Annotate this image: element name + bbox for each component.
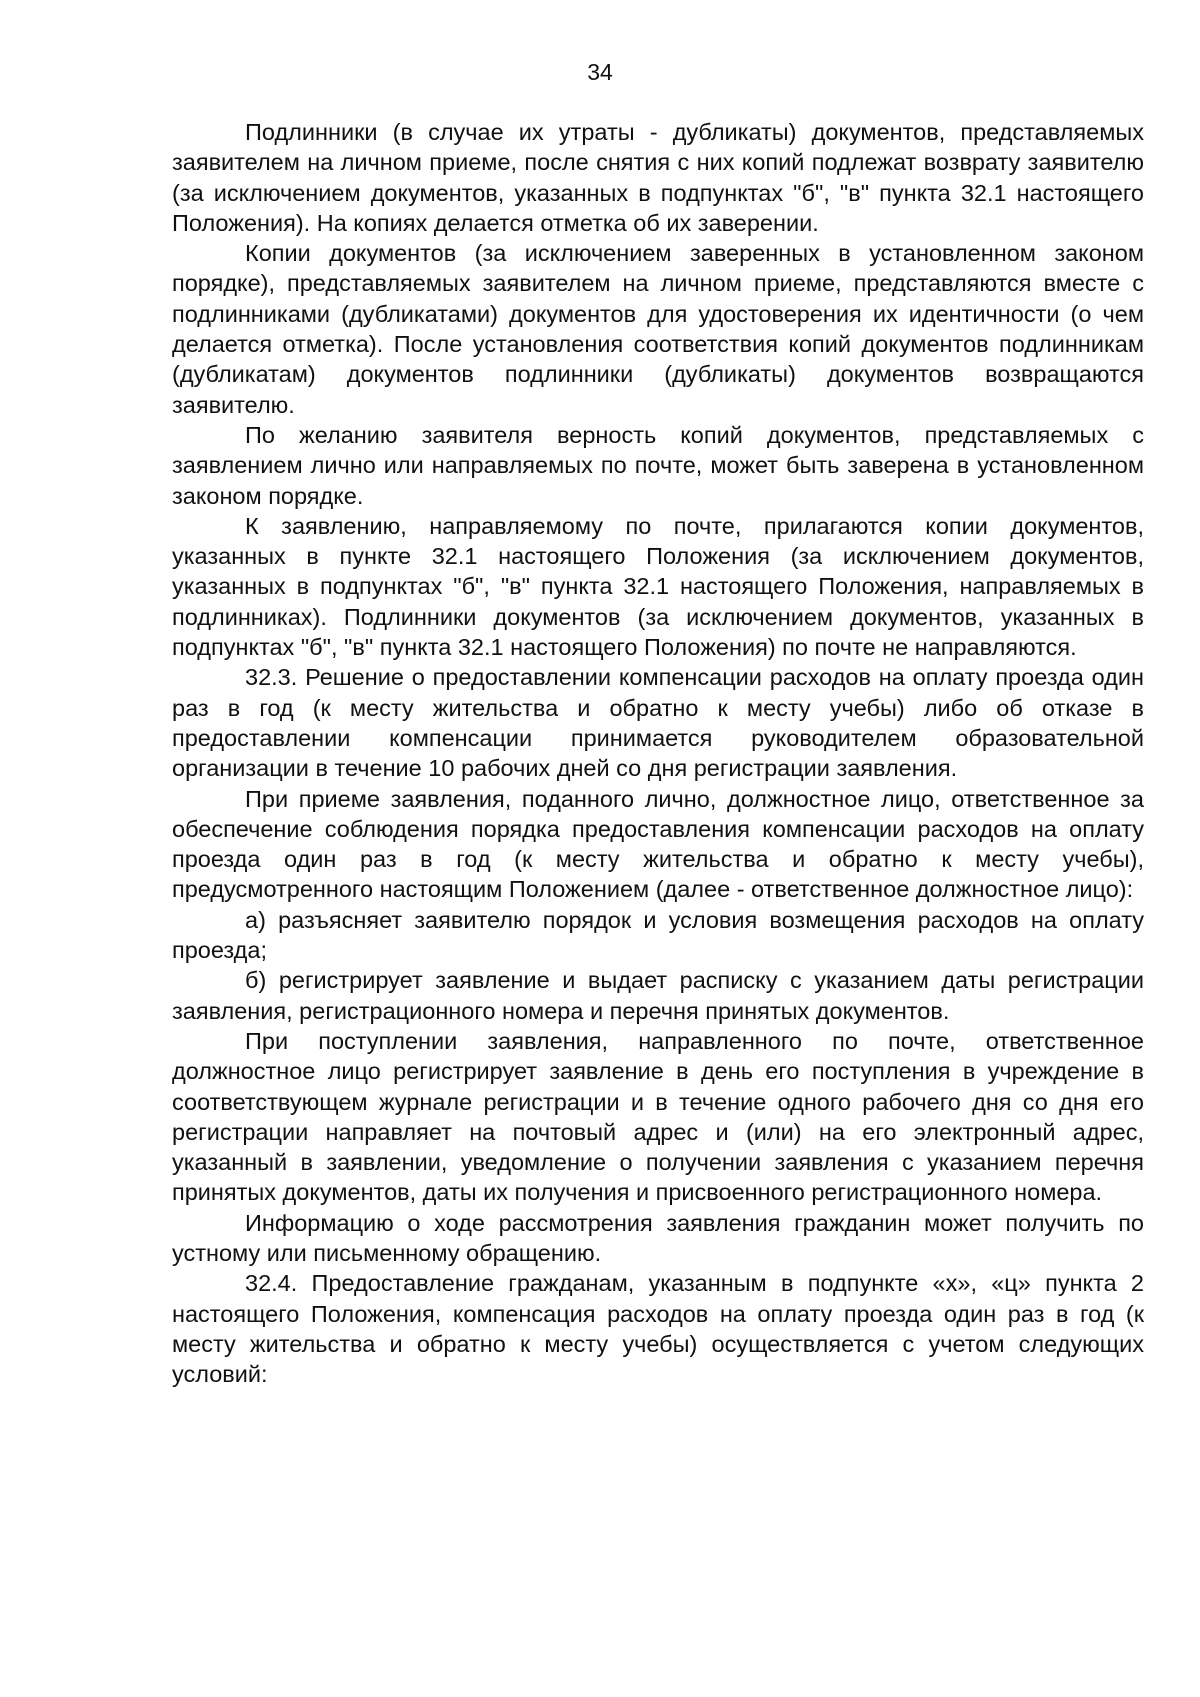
document-body bbox=[172, 117, 1144, 1389]
paragraph-postal-application: К заявлению, направляемому по почте, прилагаются копии документов, указанных в пункте 32.1 настоящего Положения (за исключением документов, указанных в подпунктах "б", "в" пункта 32.1 настоящего Положения, направляемых в подлинниках). Подлинники документов (за исключением документов, указанных в подпунктах "б", "в" пункта 32.1 настоящего Положения) по почте не направляются. bbox=[172, 512, 1144, 661]
paragraph-copies-verification: Копии документов (за исключением заверенных в установленном законом порядке), представляемых заявителем на личном приеме, представляются вместе с подлинниками (дубликатами) документов для удостоверения их идентичности (о чем делается отметка). После установления соответствия копий документов подлинникам (дубликатам) документов подлинники (дубликаты) документов возвращаются заявителю. bbox=[172, 240, 1144, 418]
paragraph-originals-return: Подлинники (в случае их утраты - дубликаты) документов, представляемых заявителем на личном приеме, после снятия с них копий подлежат возврату заявителю (за исключением документов, указанных в подпунктах "б", "в" пункта 32.1 настоящего Положения). На копиях делается отметка об их заверении. bbox=[172, 119, 1144, 236]
page-number: 34 bbox=[587, 59, 613, 85]
paragraph-item-b: б) регистрирует заявление и выдает расписку с указанием даты регистрации заявления, регистрационного номера и перечня принятых документов. bbox=[172, 967, 1144, 1024]
paragraph-copies-certification: По желанию заявителя верность копий документов, представляемых с заявлением лично или направляемых по почте, может быть заверена в установленном законом порядке. bbox=[172, 421, 1144, 509]
paragraph-status-information: Информацию о ходе рассмотрения заявления гражданин может получить по устному или письменному обращению. bbox=[172, 1209, 1144, 1266]
paragraph-postal-registration: При поступлении заявления, направленного по почте, ответственное должностное лицо регистрирует заявление в день его поступления в учреждение в соответствующем журнале регистрации и в течение одного рабочего дня со дня его регистрации направляет на почтовый адрес и (или) на его электронный адрес, указанный в заявлении, уведомление о получении заявления с указанием перечня принятых документов, даты их получения и присвоенного регистрационного номера. bbox=[172, 1027, 1144, 1206]
paragraph-in-person-reception: При приеме заявления, поданного лично, должностное лицо, ответственное за обеспечение соблюдения порядка предоставления компенсации расходов на оплату проезда один раз в год (к месту жительства и обратно к месту учебы), предусмотренного настоящим Положением (далее - ответственное должностное лицо): bbox=[172, 785, 1144, 903]
paragraph-item-a: а) разъясняет заявителю порядок и условия возмещения расходов на оплату проезда; bbox=[172, 906, 1144, 964]
paragraph-32-3-decision: 32.3. Решение о предоставлении компенсации расходов на оплату проезда один раз в год (к месту жительства и обратно к месту учебы) либо об отказе в предоставлении компенсации принимается руководителем образовательной организации в течение 10 рабочих дней со дня регистрации заявления. bbox=[172, 664, 1144, 782]
paragraph-32-4-conditions: 32.4. Предоставление гражданам, указанным в подпункте «х», «ц» пункта 2 настоящего Положения, компенсация расходов на оплату проезда один раз в год (к месту жительства и обратно к месту учебы) осуществляется с учетом следующих условий: bbox=[172, 1270, 1144, 1388]
